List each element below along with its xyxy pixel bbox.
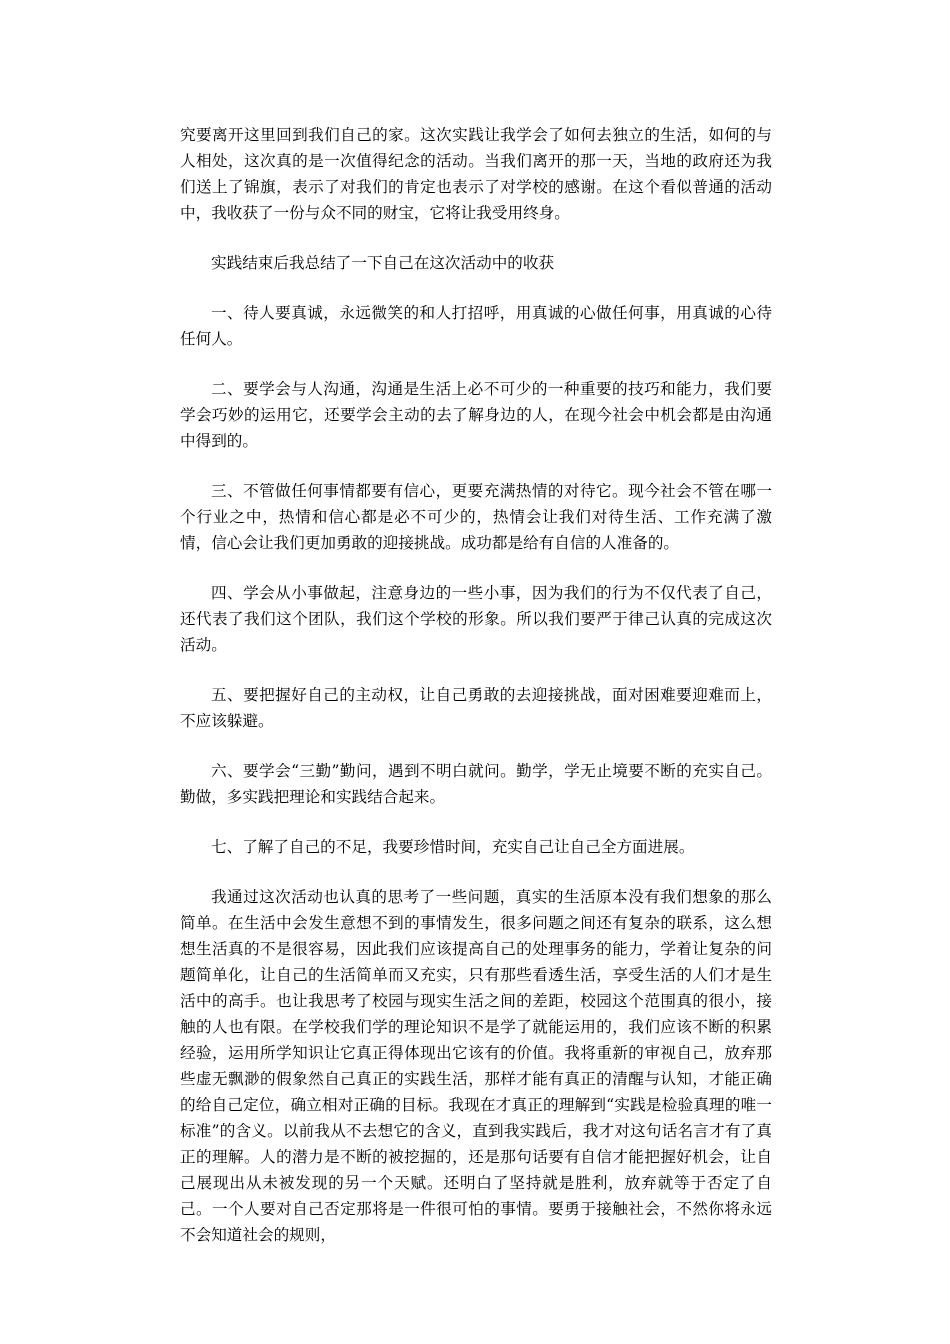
document-body [180, 122, 772, 1272]
paragraph-point-1: 一、待人要真诚，永远微笑的和人打招呼，用真诚的心做任何事，用真诚的心待任何人。 [180, 304, 772, 348]
paragraph-point-7: 七、了解了自己的不足，我要珍惜时间，充实自己让自己全方面进展。 [211, 838, 695, 856]
paragraph-point-4: 四、学会从小事做起，注意身边的一些小事，因为我们的行为不仅代表了自己，还代表了我们这个团队，我们这个学校的形象。所以我们要严于律己认真的完成这次活动。 [180, 584, 772, 654]
paragraph-continuation: 究要离开这里回到我们自己的家。这次实践让我学会了如何去独立的生活，如何的与人相处，这次真的是一次值得纪念的活动。当我们离开的那一天，当地的政府还为我们送上了锦旗，表示了对我们的肯定也表示了对学校的感谢。在这个看似普通的活动中，我收获了一份与众不同的财宝，它将让我受用终身。 [180, 126, 772, 222]
paragraph-point-5: 五、要把握好自己的主动权，让自己勇敢的去迎接挑战，面对困难要迎难而上，不应该躲避。 [180, 686, 772, 730]
paragraph-point-6: 六、要学会“三勤”勤问，遇到不明白就问。勤学，学无止境要不断的充实自己。勤做，多实践把理论和实践结合起来。 [180, 762, 772, 806]
paragraph-summary-intro: 实践结束后我总结了一下自己在这次活动中的收获 [211, 254, 555, 272]
paragraph-point-3: 三、不管做任何事情都要有信心，更要充满热情的对待它。现今社会不管在哪一个行业之中，热情和信心都是必不可少的，热情会让我们对待生活、工作充满了激情，信心会让我们更加勇敢的迎接挑战。成功都是给有自信的人准备的。 [180, 482, 772, 552]
paragraph-reflection: 我通过这次活动也认真的思考了一些问题，真实的生活原本没有我们想象的那么简单。在生活中会发生意想不到的事情发生，很多问题之间还有复杂的联系，这么想想生活真的不是很容易，因此我们应该提高自己的处理事务的能力，学着让复杂的问题简单化，让自己的生活简单而又充实，只有那些看透生活，享受生活的人们才是生活中的高手。也让我思考了校园与现实生活之间的差距，校园这个范围真的很小，接触的人也有限。在学校我们学的理论知识不是学了就能运用的，我们应该不断的积累经验，运用所学知识让它真正得体现出它该有的价值。我将重新的审视自己，放弃那些虚无飘渺的假象然自己真正的实践生活，那样才能有真正的清醒与认知，才能正确的给自己定位，确立相对正确的目标。我现在才真正的理解到“实践是检验真理的唯一标准”的含义。以前我从不去想它的含义，直到我实践后，我才对这句话名言才有了真正的理解。人的潜力是不断的被挖掘的，还是那句话要有自信才能把握好机会，让自己展现出从未被发现的另一个天赋。还明白了坚持就是胜利，放弃就等于否定了自己。一个人要对自己否定那将是一件很可怕的事情。要勇于接触社会，不然你将永远不会知道社会的规则， [180, 888, 772, 1244]
paragraph-point-2: 二、要学会与人沟通，沟通是生活上必不可少的一种重要的技巧和能力，我们要学会巧妙的运用它，还要学会主动的去了解身边的人，在现今社会中机会都是由沟通中得到的。 [180, 380, 772, 450]
